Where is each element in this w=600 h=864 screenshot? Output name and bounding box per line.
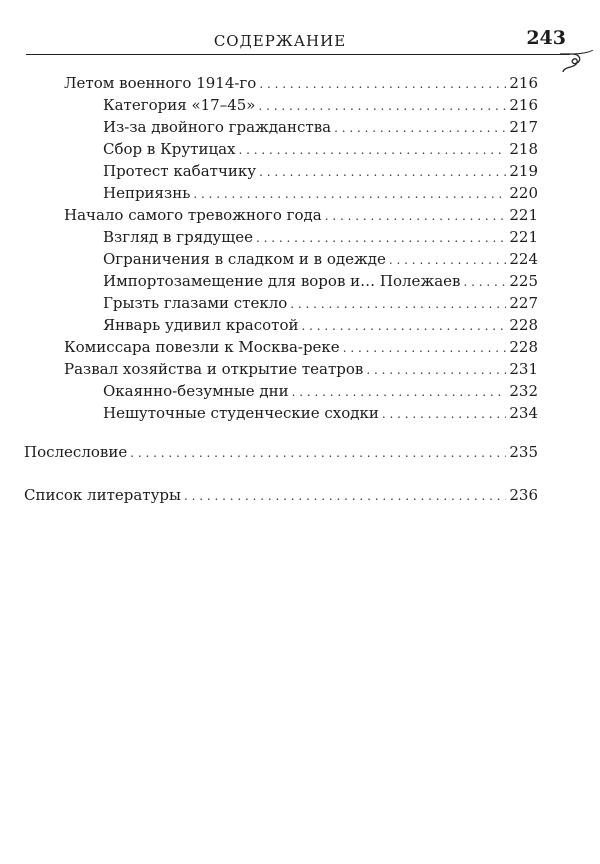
toc-entry <box>64 72 538 94</box>
toc-entry-page: 228 <box>509 338 538 356</box>
dot-leader <box>302 315 507 337</box>
toc-entry <box>103 402 538 424</box>
toc-entry <box>24 441 538 463</box>
toc-entry-page: 219 <box>509 162 538 180</box>
toc-entry-title: Протест кабатчику <box>103 162 257 180</box>
toc-entry-page: 236 <box>509 486 538 504</box>
toc-entry-page: 220 <box>509 184 538 202</box>
toc-entry-page: 216 <box>509 74 538 92</box>
toc-entry <box>103 138 538 160</box>
toc-entry-page: 217 <box>509 118 538 136</box>
dot-leader <box>334 117 506 139</box>
toc-entry <box>103 116 538 138</box>
toc-entry-page: 232 <box>509 382 538 400</box>
dot-leader <box>464 271 507 293</box>
dot-leader <box>130 442 506 464</box>
toc-entry-page: 228 <box>509 316 538 334</box>
toc-entry <box>103 314 538 336</box>
toc-entry <box>103 94 538 116</box>
toc-entry-page: 225 <box>509 272 538 290</box>
toc-entry-page: 235 <box>509 443 538 461</box>
toc-entry-title: Комиссара повезли к Москва-реке <box>64 338 340 356</box>
dot-leader <box>259 73 506 95</box>
dot-leader <box>290 293 506 315</box>
toc-entry <box>64 336 538 358</box>
toc-entry-page: 234 <box>509 404 538 422</box>
dot-leader <box>258 95 506 117</box>
page-number: 243 <box>526 27 566 49</box>
toc-entry-title: Окаянно-безумные дни <box>103 382 289 400</box>
dot-leader <box>389 249 506 271</box>
toc-entry-title: Сбор в Крутицах <box>103 140 236 158</box>
toc-entry-page: 227 <box>509 294 538 312</box>
toc-entry <box>64 358 538 380</box>
toc-entry-page: 231 <box>509 360 538 378</box>
flourish-ornament-icon <box>560 50 594 76</box>
header-rule <box>26 54 570 55</box>
dot-leader <box>184 485 506 507</box>
toc-entry <box>103 226 538 248</box>
toc-entry-title: Летом военного 1914-го <box>64 74 257 92</box>
toc-entry-page: 224 <box>509 250 538 268</box>
toc-entry-title: Ограничения в сладком и в одежде <box>103 250 386 268</box>
dot-leader <box>325 205 507 227</box>
toc-entry-title: Из-за двойного гражданства <box>103 118 332 136</box>
dot-leader <box>292 381 507 403</box>
dot-leader <box>256 227 506 249</box>
toc-entry-title: Послесловие <box>24 443 128 461</box>
toc-entry-title: Категория «17–45» <box>103 96 256 114</box>
toc-entry-title: Импортозамещение для воров и… Полежаев <box>103 272 461 290</box>
toc-entry <box>103 270 538 292</box>
toc-entry-title: Неприязнь <box>103 184 191 202</box>
dot-leader <box>366 359 506 381</box>
toc-entry-page: 221 <box>509 228 538 246</box>
toc-entry-title: Начало самого тревожного года <box>64 206 322 224</box>
toc-entry <box>103 248 538 270</box>
toc-entry-title: Взгляд в грядущее <box>103 228 253 246</box>
toc-entry <box>24 484 538 506</box>
toc-entry <box>103 160 538 182</box>
toc-entry-title: Нешуточные студенческие сходки <box>103 404 379 422</box>
running-head: СОДЕРЖАНИЕ <box>213 32 347 50</box>
dot-leader <box>343 337 507 359</box>
dot-leader <box>193 183 506 205</box>
toc-entry <box>103 182 538 204</box>
toc-entry-title: Развал хозяйства и открытие театров <box>64 360 364 378</box>
dot-leader <box>382 403 506 425</box>
toc-entry-page: 221 <box>509 206 538 224</box>
toc-entry <box>64 204 538 226</box>
dot-leader <box>239 139 507 161</box>
toc-entry-title: Грызть глазами стекло <box>103 294 288 312</box>
toc-entry-page: 218 <box>509 140 538 158</box>
toc-entry-title: Список литературы <box>24 486 181 504</box>
toc-entry <box>103 292 538 314</box>
toc-entry-page: 216 <box>509 96 538 114</box>
toc-entry-title: Январь удивил красотой <box>103 316 299 334</box>
dot-leader <box>259 161 506 183</box>
toc-entry <box>103 380 538 402</box>
